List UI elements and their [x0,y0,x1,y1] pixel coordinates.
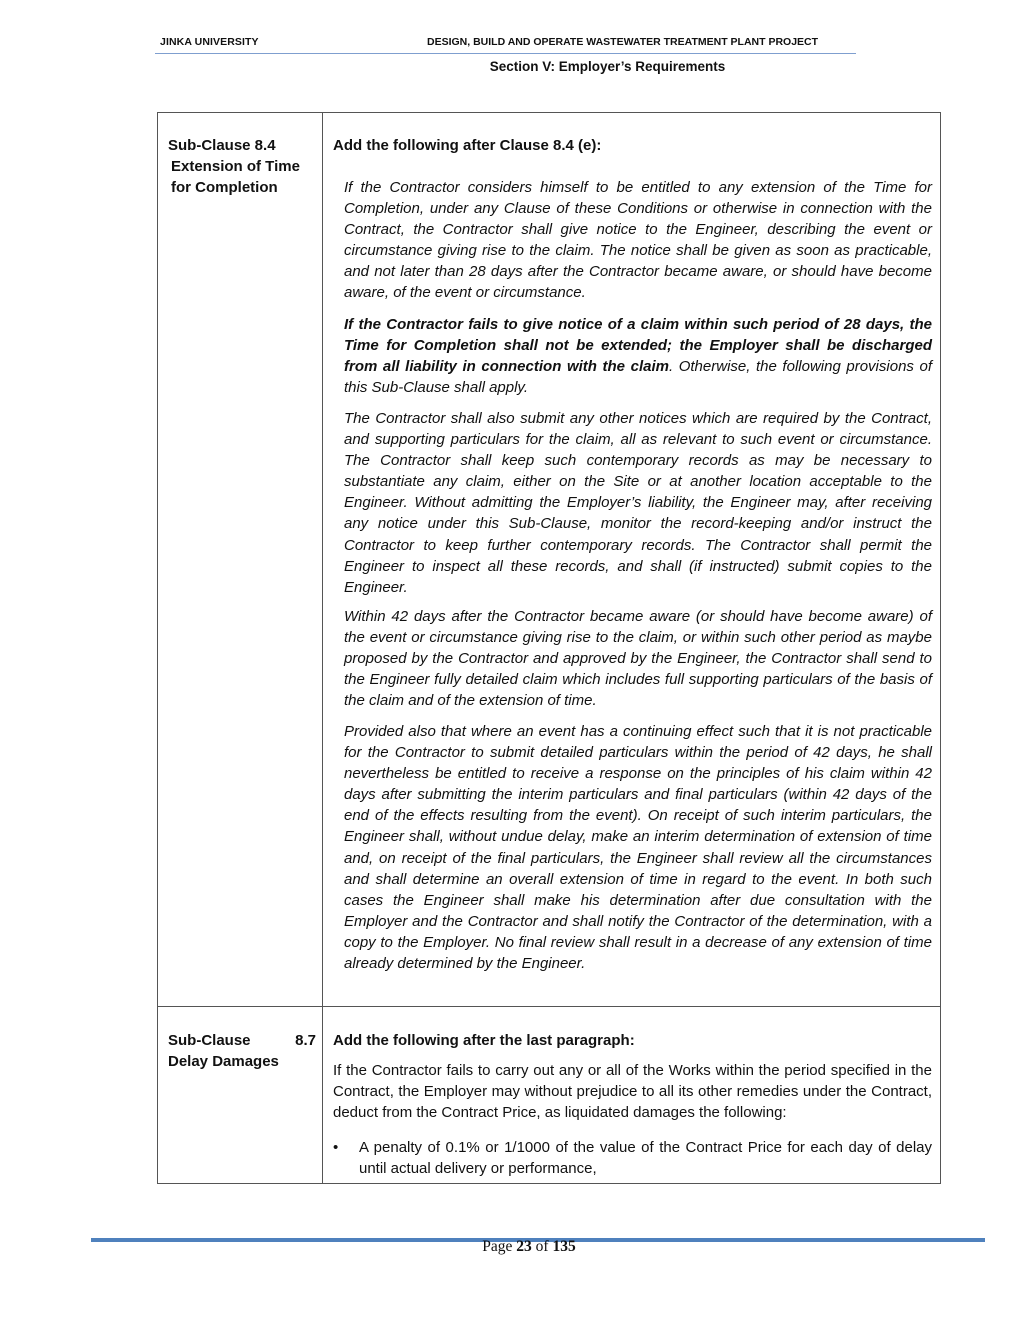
paragraph: The Contractor shall also submit any other notices which are required by the Contract, and supporting particulars for the claim, all as relevant to such event or circumstance. The Contractor shall keep such contemporary records as may be necessary to substantiate any claim, either on the Site or at another location acceptable to the Engineer. Without admitting the Employer’s liability, the Engineer may, after receiving any notice under this Sub-Clause, monitor the record-keeping and/or instruct the Contractor to keep further contemporary records. The Contractor shall permit the Engineer to inspect all these records, and shall (if instructed) submit copies to the Engineer. [344,410,932,596]
paragraph [344,314,932,398]
current-page: 23 [516,1238,532,1255]
content-cell [323,1007,940,1183]
clause-label: Sub-Clause [168,1032,251,1049]
header-divider [155,53,856,54]
of-label: of [535,1238,549,1255]
section-title: Section V: Employer’s Requirements [489,59,726,74]
table-row [158,1007,940,1183]
clause-number [168,1030,316,1051]
page-label: Page [482,1238,513,1255]
clause-number: Sub-Clause 8.4 [168,137,276,154]
header-project-title: DESIGN, BUILD AND OPERATE WASTEWATER TREATMENT PLANT PROJECT [427,36,819,48]
paragraph-continuation: . Otherwise, the following provisions of this Sub-Clause shall apply. [344,358,933,397]
clause-cell [158,1007,323,1183]
clause-num: 8.7 [295,1032,316,1049]
paragraph: If the Contractor considers himself to be entitled to any extension of the Time for Completion, under any Clause of these Conditions or otherwise in connection with the Contract, the Contractor shall give notice to the Engineer, describing the event or circumstance giving rise to the claim. The notice shall be given as soon as practicable, and not later than 28 days after the Contractor became aware, or should have become aware, of the event or circumstance. [344,179,932,302]
amendment-lead: Add the following after the last paragraph: [333,1032,635,1049]
total-pages: 135 [552,1238,576,1255]
page-number [0,1238,1024,1256]
clause-title-line2: for Completion [171,179,278,196]
header-institution: JINKA UNIVERSITY [160,36,259,48]
bullet-icon: • [333,1139,339,1156]
table-row [158,113,940,1007]
bullet-text: A penalty of 0.1% or 1/1000 of the value of the Contract Price for each day of delay until actual delivery or performance, [359,1139,932,1178]
paragraph: Within 42 days after the Contractor became aware (or should have become aware) of the event or circumstance giving rise to the claim, or within such other period as maybe proposed by the Contractor and approved by the Engineer, the Contractor shall send to the Engineer fully detailed claim which includes full supporting particulars of the basis of the claim and of the extension of time. [344,608,932,710]
amendment-lead: Add the following after Clause 8.4 (e): [333,137,602,154]
paragraph: Provided also that where an event has a continuing effect such that it is not practicable for the Contractor to submit detailed particulars within the period of 42 days, he shall nevertheless be entitled to receive a response on the principles of his claim within 42 days after submitting the interim particulars and final particulars (within 42 days of the end of the effects resulting from the event). On receipt of such interim particulars, the Engineer shall, without undue delay, make an interim determination of extension of time and, on receipt of the final particulars, the Engineer shall review all the circumstances and shall determine an overall extension of time in regard to the event. In both such cases the Engineer shall make his determination after due consultation with the Employer and the Contractor and shall notify the Contractor of the determination, with a copy to the Employer. No final review shall result in a decrease of any extension of time already determined by the Engineer. [344,723,932,973]
content-cell [323,113,940,1006]
conditions-table [157,112,941,1184]
clause-cell [158,113,323,1006]
clause-title: Delay Damages [168,1053,279,1070]
clause-title-line1: Extension of Time [171,158,300,175]
paragraph: If the Contractor fails to carry out any or all of the Works within the period specified in the Contract, the Employer may without prejudice to all its other remedies under the Contract, deduct from the Contract Price, as liquidated damages the following: [333,1062,932,1122]
paragraph-emphasis: If the Contractor fails to give notice of a claim within such period of 28 days, the Time for Completion shall not be extended; the Employer shall be discharged from all liability in connection with the claim [344,316,932,376]
